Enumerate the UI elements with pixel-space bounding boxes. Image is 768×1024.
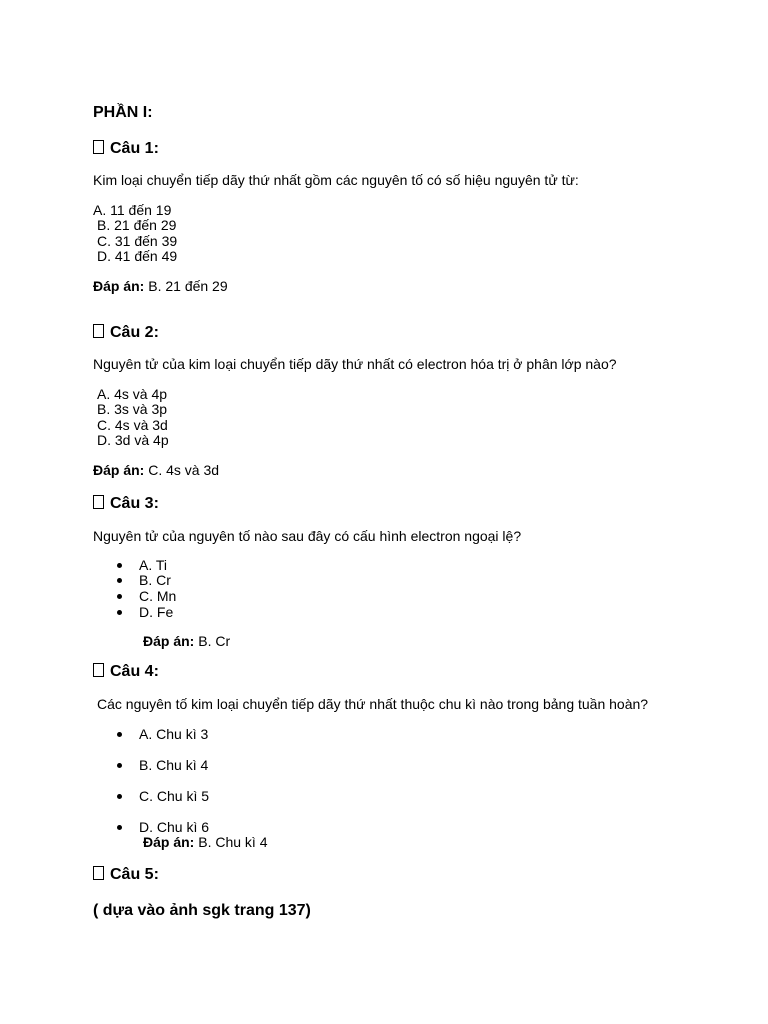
question-2-option-d: D. 3d và 4p — [97, 432, 169, 448]
question-2-option-b: B. 3s và 3p — [97, 401, 168, 417]
bullet-icon — [117, 610, 122, 615]
answer-label: Đáp án: — [143, 834, 195, 850]
bullet-icon — [117, 825, 122, 830]
question-1-answer — [93, 278, 228, 294]
question-2-heading — [93, 324, 159, 342]
question-1-title: Câu 1: — [110, 140, 159, 157]
question-3-answer — [143, 633, 230, 649]
bullet-icon — [117, 732, 122, 737]
question-2-answer — [93, 462, 219, 478]
question-4-prompt: Các nguyên tố kim loại chuyển tiếp dãy thứ nhất thuộc chu kì nào trong bảng tuần hoàn? — [97, 696, 649, 712]
question-2-prompt: Nguyên tử của kim loại chuyển tiếp dãy thứ nhất có electron hóa trị ở phân lớp nào? — [93, 356, 617, 372]
question-4-option-a: A. Chu kì 3 — [139, 726, 209, 742]
checkbox-icon — [93, 140, 104, 154]
question-3-option-c: C. Mn — [139, 588, 177, 604]
answer-value: B. Chu kì 4 — [198, 834, 268, 850]
question-3-prompt: Nguyên tử của nguyên tố nào sau đây có cấu hình electron ngoại lệ? — [93, 528, 522, 544]
question-4-option-b: B. Chu kì 4 — [139, 757, 209, 773]
checkbox-icon — [93, 663, 104, 677]
checkbox-icon — [93, 495, 104, 509]
checkbox-icon — [93, 866, 104, 880]
question-2-option-c: C. 4s và 3d — [97, 417, 168, 433]
bullet-icon — [117, 563, 122, 568]
question-5-heading — [93, 866, 159, 884]
answer-label: Đáp án: — [93, 462, 145, 478]
question-3-option-b: B. Cr — [139, 572, 171, 588]
question-4-option-d: D. Chu kì 6 — [139, 819, 210, 835]
question-4-title: Câu 4: — [110, 663, 159, 680]
question-2-option-a: A. 4s và 4p — [97, 386, 168, 402]
question-1-option-a: A. 11 đến 19 — [93, 202, 172, 218]
question-3-option-d: D. Fe — [139, 604, 174, 620]
answer-label: Đáp án: — [143, 633, 195, 649]
answer-value: B. 21 đến 29 — [148, 278, 228, 294]
question-5-note: ( dựa vào ảnh sgk trang 137) — [93, 902, 311, 919]
bullet-icon — [117, 578, 122, 583]
question-3-heading — [93, 495, 159, 513]
question-3-option-a: A. Ti — [139, 557, 168, 573]
question-1-prompt: Kim loại chuyển tiếp dãy thứ nhất gồm các nguyên tố có số hiệu nguyên tử từ: — [93, 172, 579, 188]
bullet-icon — [117, 794, 122, 799]
bullet-icon — [117, 594, 122, 599]
question-1-option-c: C. 31 đến 39 — [97, 233, 178, 249]
answer-value: C. 4s và 3d — [148, 462, 220, 478]
bullet-icon — [117, 763, 122, 768]
question-1-option-d: D. 41 đến 49 — [97, 248, 178, 264]
question-5-title: Câu 5: — [110, 866, 159, 883]
question-2-title: Câu 2: — [110, 324, 159, 341]
question-1-heading — [93, 140, 159, 158]
checkbox-icon — [93, 324, 104, 338]
question-1-option-b: B. 21 đến 29 — [97, 217, 177, 233]
question-4-answer — [143, 834, 268, 850]
question-4-heading — [93, 663, 159, 681]
answer-value: B. Cr — [198, 633, 231, 649]
question-4-option-c: C. Chu kì 5 — [139, 788, 210, 804]
question-3-title: Câu 3: — [110, 495, 159, 512]
part-title: PHẦN I: — [93, 104, 153, 121]
answer-label: Đáp án: — [93, 278, 145, 294]
